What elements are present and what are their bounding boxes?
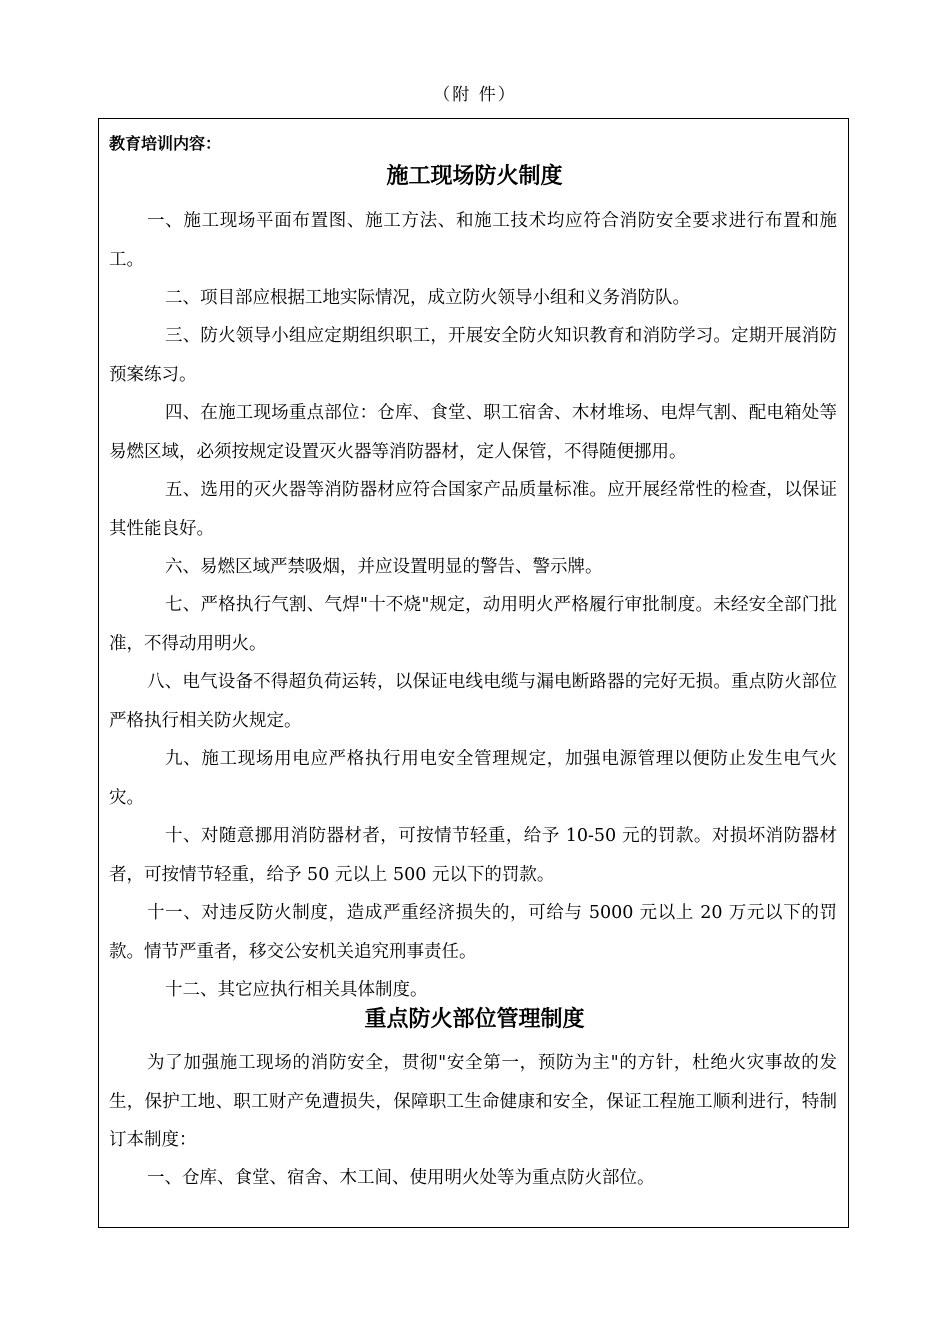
intro-paragraph: 为了加强施工现场的消防安全，贯彻"安全第一，预防为主"的方针，杜绝火灾事故的发生，保护工地、职工财产免遭损失，保障职工生命健康和安全，保证工程施工顺利进行，特制订本制度： — [109, 1053, 837, 1150]
rule-paragraph: 一、仓库、食堂、宿舍、木工间、使用明火处等为重点防火部位。 — [147, 1168, 655, 1188]
section-title-key-locations: 重点防火部位管理制度 — [364, 1007, 585, 1032]
rule-paragraph: 三、防火领导小组应定期组织职工，开展安全防火知识教育和消防学习。定期开展消防预案练习。 — [109, 326, 837, 385]
rule-paragraph: 八、电气设备不得超负荷运转，以保证电线电缆与漏电断路器的完好无损。重点防火部位严格执行相关防火规定。 — [109, 672, 837, 731]
rule-paragraph: 十、对随意挪用消防器材者，可按情节轻重，给予 10-50 元的罚款。对损坏消防器材者，可按情节轻重，给予 50 元以上 500 元以下的罚款。 — [109, 826, 837, 885]
training-content-box — [98, 118, 849, 1228]
rule-paragraph: 九、施工现场用电应严格执行用电安全管理规定，加强电源管理以便防止发生电气火灾。 — [109, 749, 837, 808]
rule-paragraph: 一、施工现场平面布置图、施工方法、和施工技术均应符合消防安全要求进行布置和施工。 — [109, 211, 837, 270]
section-title-fire-prevention: 施工现场防火制度 — [386, 164, 563, 189]
rule-paragraph: 七、严格执行气割、气焊"十不烧"规定，动用明火严格履行审批制度。未经安全部门批准，不得动用明火。 — [109, 595, 837, 654]
rule-paragraph: 六、易燃区域严禁吸烟，并应设置明显的警告、警示牌。 — [165, 557, 603, 577]
rule-paragraph: 十二、其它应执行相关具体制度。 — [165, 980, 428, 1000]
rule-paragraph: 五、选用的灭火器等消防器材应符合国家产品质量标准。应开展经常性的检查，以保证其性能良好。 — [109, 480, 837, 539]
rule-paragraph: 二、项目部应根据工地实际情况，成立防火领导小组和义务消防队。 — [165, 288, 690, 308]
rule-paragraph: 四、在施工现场重点部位：仓库、食堂、职工宿舍、木材堆场、电焊气割、配电箱处等易燃区域，必须按规定设置灭火器等消防器材，定人保管，不得随便挪用。 — [109, 403, 837, 462]
training-content-label: 教育培训内容： — [109, 134, 222, 153]
rule-paragraph: 十一、对违反防火制度，造成严重经济损失的，可给与 5000 元以上 20 万元以下的罚款。情节严重者，移交公安机关追究刑事责任。 — [109, 903, 837, 962]
attachment-label: （附 件） — [433, 85, 517, 105]
